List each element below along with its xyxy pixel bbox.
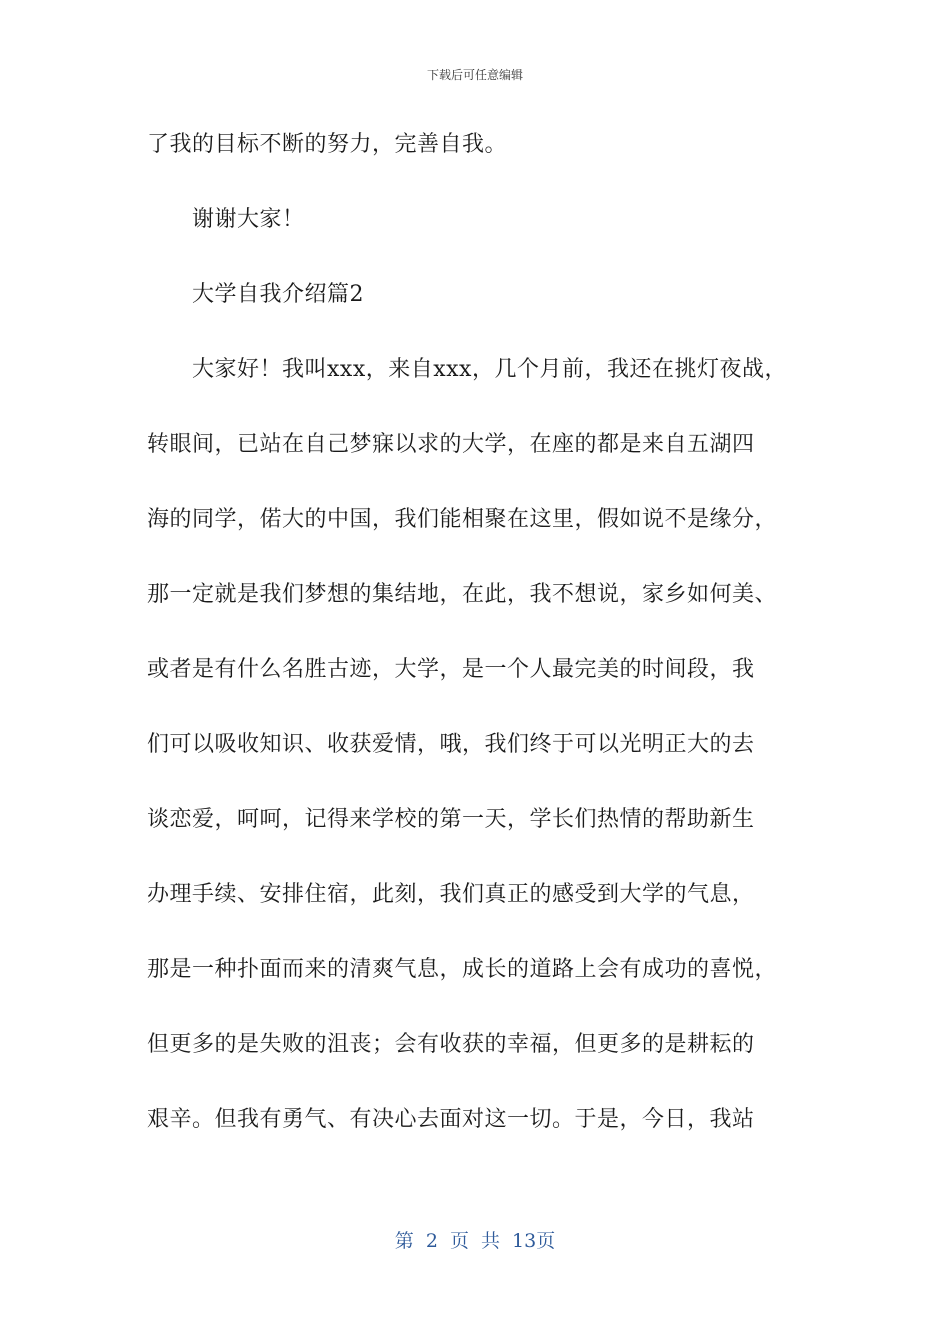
text-line: 们可以吸收知识、收获爱情，哦，我们终于可以光明正大的去 bbox=[147, 732, 755, 757]
header-note: 下载后可任意编辑 bbox=[426, 68, 523, 82]
text-line: 但更多的是失败的沮丧；会有收获的幸福，但更多的是耕耘的 bbox=[147, 1032, 755, 1057]
text-line: 谈恋爱，呵呵，记得来学校的第一天，学长们热情的帮助新生 bbox=[147, 807, 755, 832]
text-line: 了我的目标不断的努力，完善自我。 bbox=[147, 132, 508, 157]
section-heading: 大学自我介绍篇2 bbox=[192, 282, 364, 307]
text-line: 艰辛。但我有勇气、有决心去面对这一切。于是，今日，我站 bbox=[147, 1107, 755, 1132]
text-line: 谢谢大家！ bbox=[192, 207, 305, 232]
text-line: 大家好！我叫xxx，来自xxx，几个月前，我还在挑灯夜战， bbox=[192, 357, 787, 382]
page-number: 第 2 页 共 13页 bbox=[394, 1230, 556, 1252]
text-line: 转眼间，已站在自己梦寐以求的大学，在座的都是来自五湖四 bbox=[147, 432, 755, 457]
text-line: 或者是有什么名胜古迹，大学，是一个人最完美的时间段，我 bbox=[147, 657, 755, 682]
text-line: 那是一种扑面而来的清爽气息，成长的道路上会有成功的喜悦， bbox=[147, 957, 778, 982]
text-line: 那一定就是我们梦想的集结地，在此，我不想说，家乡如何美、 bbox=[147, 582, 778, 607]
text-line: 办理手续、安排住宿，此刻，我们真正的感受到大学的气息， bbox=[147, 882, 755, 907]
text-line: 海的同学，偌大的中国，我们能相聚在这里，假如说不是缘分， bbox=[147, 507, 778, 532]
